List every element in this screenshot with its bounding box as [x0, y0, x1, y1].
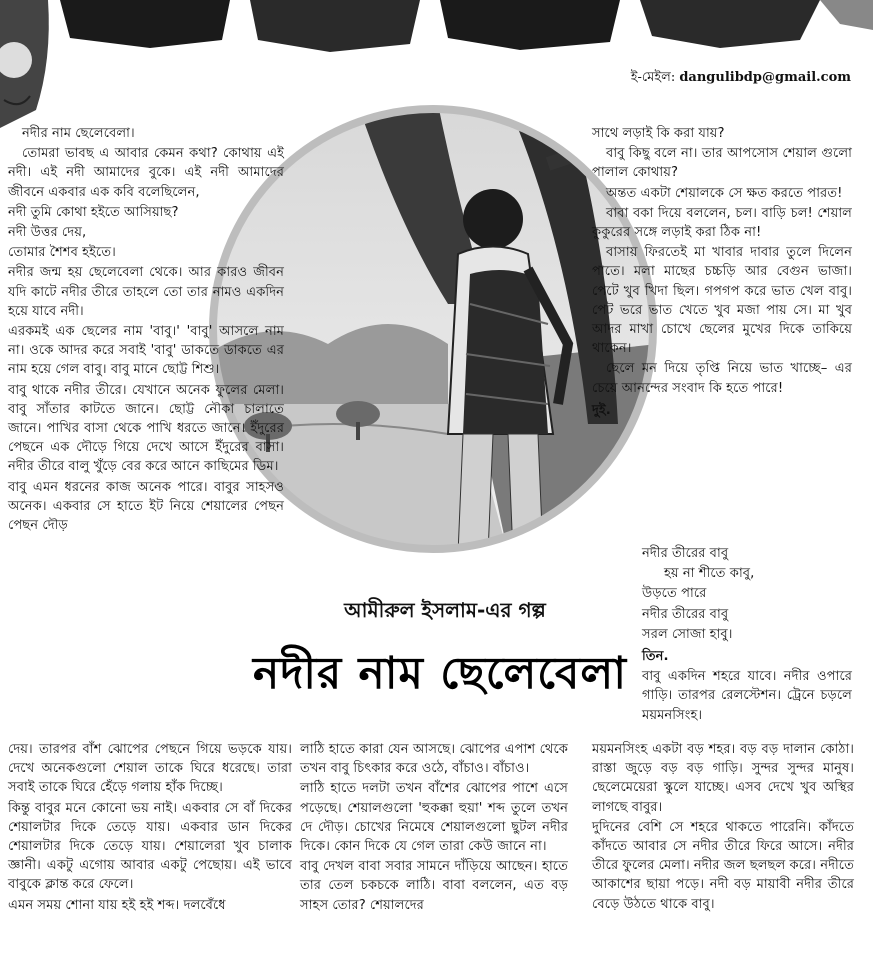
- paragraph: দেয়। তারপর বাঁশ ঝোপের পেছনে গিয়ে ভড়কে যায়। দেখে অনেকগুলো শেয়াল তাকে ঘিরে ধরেছে। তারা সবাই তাকে ঘিরে হেঁড়ে গলায় হাঁক দিচ্ছে।: [8, 742, 292, 796]
- column-3-continued: [592, 740, 854, 915]
- paragraph: বাবু দেখল বাবা সবার সামনে দাঁড়িয়ে আছেন। হাতে তার তেল চকচকে লাঠি। বাবা বললেন, এত বড় সাহস তোর? শেয়ালদের: [300, 859, 568, 913]
- author-line: আমীরুল ইসলাম-এর গল্প: [344, 598, 546, 622]
- column-3-poem: [642, 544, 852, 726]
- paragraph: বাবা বকা দিয়ে বললেন, চল। বাড়ি চল! শেয়াল কুকুরের সঙ্গে লড়াই করা ঠিক না!: [592, 205, 852, 241]
- paragraph: ময়মনসিংহ একটা বড় শহর। বড় বড় দালান কোঠা। রাস্তা জুড়ে বড় বড় গাড়ি। সুন্দর সুন্দর মানুষ। ছেলেমেয়েরা স্কুলে যাচ্ছে। এসব দেখে খুব অস্থির লাগছে বাবুর।: [592, 742, 854, 815]
- email-line: [631, 68, 851, 89]
- poem-line: সরল সোজা হাবু।: [642, 626, 733, 642]
- paragraph: লাঠি হাতে কারা যেন আসছে। ঝোপের এপাশ থেকে তখন বাবু চিৎকার করে ওঠে, বাঁচাও। বাঁচাও।: [300, 742, 568, 777]
- column-3: [592, 124, 852, 421]
- paragraph: বাসায় ফিরতেই মা খাবার দাবার তুলে দিলেন পাতে। মলা মাছের চচ্চড়ি আর বেগুন ভাজা। পেটে খুব খিদা ছিল। গপগপ করে ভাত খেল বাবু। পেট ভরে ভাত খেতে খুব মজা পায় সে। মা খুব আদর মাখা চোখে ছেলের মুখের দিকে তাকিয়ে থাকেন।: [592, 245, 852, 357]
- paragraph: নদীর জন্ম হয় ছেলেবেলা থেকে। আর কারও জীবন যদি কাটে নদীর তীরে তাহলে তো তার নামও একদিন হয়ে যাবে নদী।: [8, 265, 284, 319]
- column-2: [300, 740, 568, 916]
- paragraph: দুদিনের বেশি সে শহরে থাকতে পারেনি। কাঁদতে কাঁদতে আবার সে নদীর তীরে ফিরে আসে। নদীর তীরে ফুলের মেলা। নদীর জল ছলছল করে। নদীতে আকাশের ছায়া পড়ে। নদী বড় মায়াবী নদীর তীরে বেড়ে উঠতে থাকে বাবু।: [592, 819, 854, 912]
- paragraph: এরকমই এক ছেলের নাম 'বাবু।' 'বাবু' আসলে নাম না। ওকে আদর করে সবাই 'বাবু' ডাকতে ডাকতে এর নাম হয়ে গেল বাবু। বাবু মানে ছোট্ট শিশু।: [8, 324, 284, 378]
- paragraph: বাবু কিছু বলে না। তার আপসোস শেয়াল গুলো পালাল কোথায়?: [592, 146, 852, 181]
- paragraph: এমন সময় শোনা যায় হই হই শব্দ। দলবেঁধে: [8, 897, 226, 913]
- paragraph: তোমরা ভাবছ এ আবার কেমন কথা? কোথায় এই নদী। এই নদী আমাদের বুকে। এই নদী আমাদের জীবনে একবার এক কবি বলেছিলেন,: [8, 146, 284, 200]
- poem-line: নদীর তীরের বাবু: [642, 606, 729, 622]
- email-label: ই-মেইল:: [630, 70, 680, 85]
- email-address: dangulibdp@gmail.com: [679, 70, 851, 85]
- paragraph: ছেলে মন দিয়ে তৃপ্তি নিয়ে ভাত খাচ্ছে– এর চেয়ে আনন্দের সংবাদ কি হতে পারে!: [592, 361, 852, 396]
- paragraph: বাবু একদিন শহরে যাবে। নদীর ওপারে গাড়ি। তারপর রেলস্টেশন। ট্রেনে চড়লে ময়মনসিংহ।: [642, 669, 852, 723]
- poem-line: উড়তে পারে: [642, 586, 707, 602]
- paragraph: নদী তুমি কোথা হইতে আসিয়াছ?: [8, 204, 179, 220]
- paragraph: লাঠি হাতে দলটা তখন বাঁশের ঝোপের পাশে এসে পড়েছে। শেয়ালগুলো 'হুকক্কা হুয়া' শব্দ তুলে তখন দে দৌড়। চোখের নিমেষে শেয়ালগুলো ছুটল নদীর দিকে। কোন দিকে যে গেল তারা কেউ জানে না।: [300, 781, 568, 855]
- paragraph: বাবু থাকে নদীর তীরে। যেখানে অনেক ফুলের মেলা। বাবু সাঁতার কাটতে জানে। ছোট্ট নৌকা চালাতে জানে। পাখির বাসা থেকে পাখি ধরতে জানে। ইঁদুরের পেছনে এক দৌড়ে গিয়ে দেখে আসে ইঁদুরের বাসা। নদীর তীরে বালু খুঁড়ে বের করে আনে কাছিমের ডিম।: [8, 382, 284, 475]
- masthead-banner: [0, 0, 873, 62]
- paragraph: তোমার শৈশব হইতে।: [8, 245, 116, 261]
- paragraph: কিন্তু বাবুর মনে কোনো ভয় নাই। একবার সে বাঁ দিকের শেয়ালটার দিকে তেড়ে যায়। একবার ডান দিকের শেয়ালটার দিকে তেড়ে যায়। শেয়ালেরা খুব চালাক জ্ঞানী। একটু এগোয় আবার একটু পেছোয়। এই ভাবে বাবুকে ক্লান্ত করে ফেলে।: [8, 800, 292, 893]
- section-heading: তিন.: [642, 649, 669, 665]
- section-heading: দুই.: [592, 402, 611, 418]
- poem-line: হয় না শীতে কাবু,: [664, 566, 755, 582]
- paragraph: অন্তত একটা শেয়ালকে সে ক্ষত করতে পারত!: [606, 185, 843, 201]
- paragraph: বাবু এমন ধরনের কাজ অনেক পারে। বাবুর সাহসও অনেক। একবার সে হাতে ইট নিয়ে শেয়ালের পেছন পেছন দৌড়: [8, 479, 284, 534]
- poem-line: নদীর তীরের বাবু: [642, 546, 729, 561]
- column-1-continued: [8, 740, 292, 916]
- corner-logo: [0, 0, 52, 130]
- story-title: নদীর নাম ছেলেবেলা: [253, 648, 627, 699]
- column-1: [8, 124, 284, 536]
- paragraph: সাথে লড়াই কি করা যায়?: [592, 126, 725, 141]
- paragraph: নদীর নাম ছেলেবেলা।: [22, 126, 135, 141]
- paragraph: নদী উত্তর দেয়,: [8, 225, 87, 241]
